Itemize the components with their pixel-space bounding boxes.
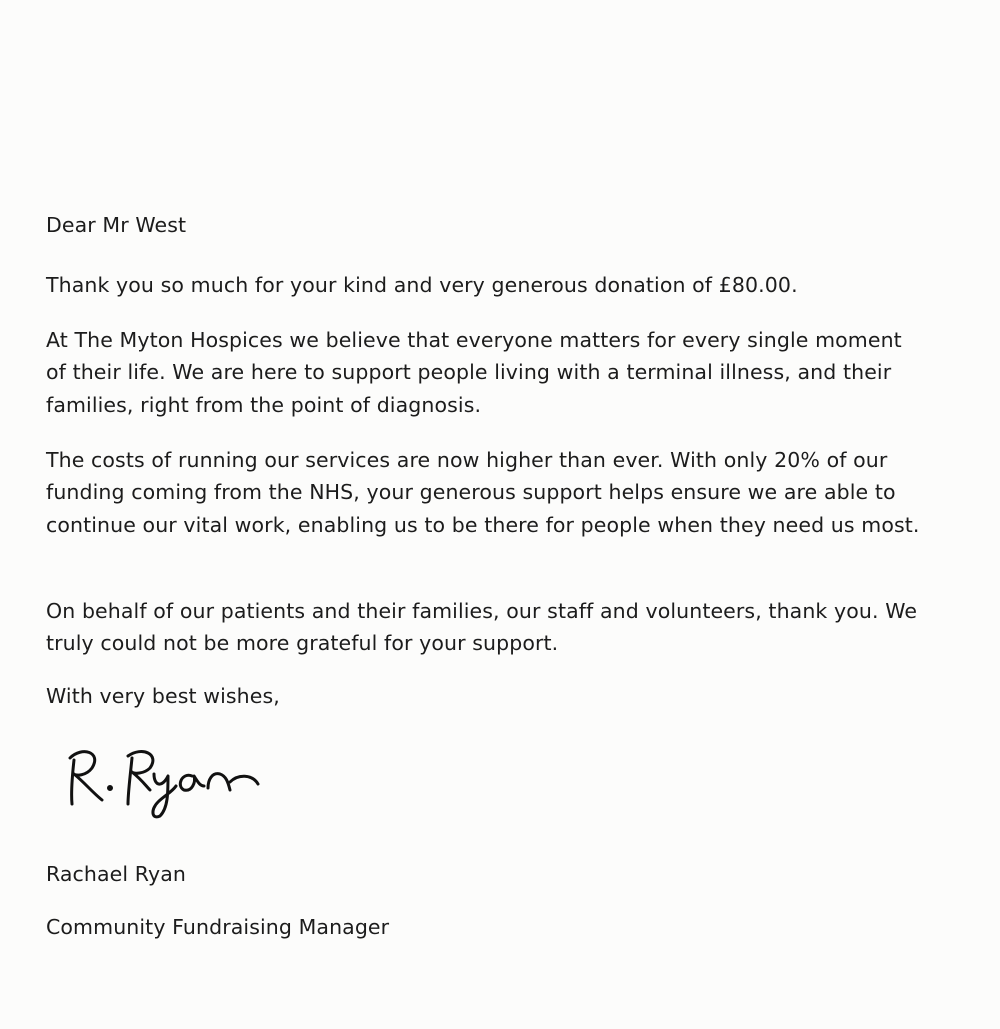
paragraph-mission: At The Myton Hospices we believe that everyone matters for every single moment of their life. We are here to support people living with a terminal illness, and their families, right from the point of diagnosis.	[46, 328, 902, 417]
salutation: Dear Mr West	[46, 213, 187, 237]
signature	[62, 738, 272, 823]
paragraph-thanks: Thank you so much for your kind and very generous donation of £80.00.	[46, 273, 798, 297]
signer-name: Rachael Ryan	[46, 862, 187, 886]
paragraph-gratitude: On behalf of our patients and their families, our staff and volunteers, thank you. We truly could not be more grateful for your support.	[46, 599, 918, 656]
paragraph-funding: The costs of running our services are now higher than ever. With only 20% of our funding coming from the NHS, your generous support helps ensure we are able to continue our vital work, enabling us to be there for people when they need us most.	[46, 448, 920, 537]
signer-title: Community Fundraising Manager	[46, 915, 390, 939]
closing: With very best wishes,	[46, 684, 280, 708]
